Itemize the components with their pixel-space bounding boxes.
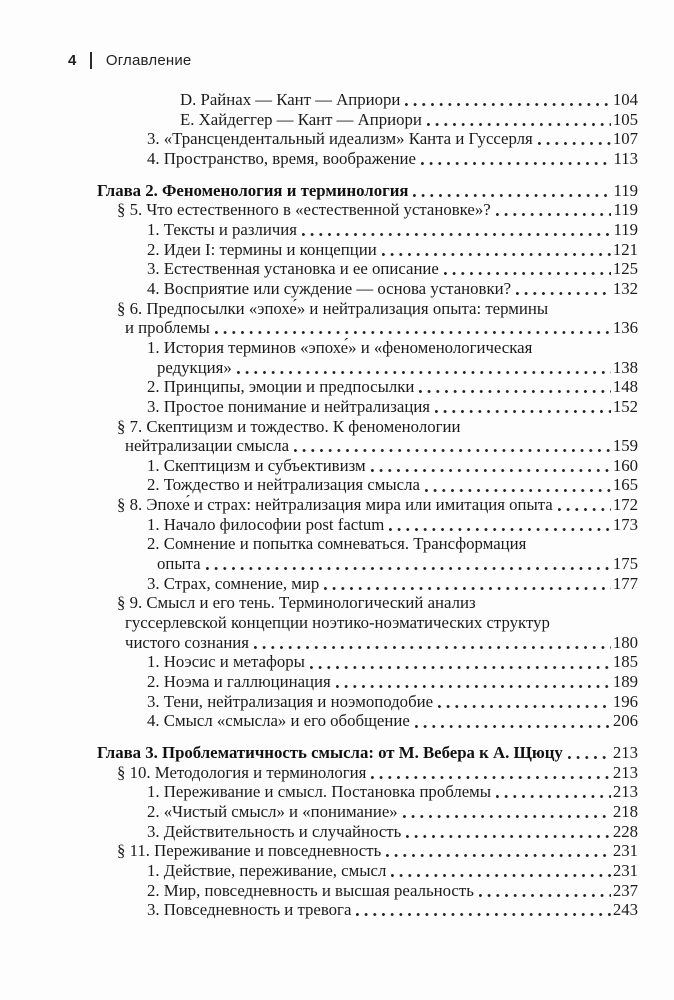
toc-entry-row xyxy=(147,900,638,920)
toc-page-number: 231 xyxy=(612,841,638,861)
toc-entry-title: D. Райнах — Кант — Априори xyxy=(180,90,401,109)
toc-entry-row xyxy=(147,822,638,842)
toc-entry-row xyxy=(147,652,638,672)
toc-entry-row xyxy=(147,129,638,149)
toc-entry-title: § 5. Что естественного в «естественной установке»? xyxy=(117,200,491,220)
toc-entry xyxy=(97,110,638,130)
toc-entry-row xyxy=(147,377,638,397)
toc-entry-title: § 8. Эпохе́ и страх: нейтрализация мира или имитация опыта xyxy=(117,495,553,515)
toc-entry-row xyxy=(97,181,638,201)
toc-entry-title: и проблемы xyxy=(125,318,210,338)
dot-leader xyxy=(438,704,611,708)
toc-page-number: 243 xyxy=(612,900,638,920)
toc-entry-line: гуссерлевской концепции ноэтико-ноэматических структур xyxy=(125,613,550,633)
toc-entry xyxy=(97,593,638,652)
dot-leader xyxy=(427,122,611,126)
toc-entry-title: § 11. Переживание и повседневность xyxy=(117,841,382,861)
toc-entry xyxy=(97,822,638,842)
toc-page-number: 152 xyxy=(612,396,638,416)
toc-entry-row xyxy=(147,397,638,417)
dot-leader xyxy=(336,684,611,688)
toc-entry-row xyxy=(157,554,638,574)
dot-leader xyxy=(324,586,611,590)
toc-entry xyxy=(97,861,638,881)
dot-leader xyxy=(389,527,610,531)
toc-page-number: 121 xyxy=(612,239,638,259)
toc-entry-row xyxy=(147,220,638,240)
toc-entry-title: 2. Мир, повседневность и высшая реальность xyxy=(147,880,474,900)
toc-page-number: 228 xyxy=(612,821,638,841)
toc-entry-line: § 9. Смысл и его тень. Терминологический анализ xyxy=(117,593,476,613)
toc-entry-title: 2. Ноэма и галлюцинация xyxy=(147,672,331,692)
toc-entry-title: 2. Принципы, эмоции и предпосылки xyxy=(147,377,415,397)
dot-leader xyxy=(413,193,611,197)
toc-entry-row xyxy=(147,782,638,802)
toc-entry xyxy=(97,534,638,573)
toc-page-number: 180 xyxy=(612,632,638,652)
toc-entry-row xyxy=(125,633,638,653)
toc-entry-row xyxy=(147,475,638,495)
toc-page-number: 196 xyxy=(612,691,638,711)
dot-leader xyxy=(254,645,611,649)
toc-page-number: 119 xyxy=(613,180,638,200)
toc-entry xyxy=(97,338,638,377)
toc-entry-title: 3. Повседневность и тревога xyxy=(147,900,352,920)
dot-leader xyxy=(206,566,611,570)
toc-page-number: 177 xyxy=(612,573,638,593)
toc-page-number: 189 xyxy=(612,672,638,692)
dot-leader xyxy=(302,232,611,236)
toc-entry-row xyxy=(157,358,638,378)
dot-leader xyxy=(496,212,612,216)
toc-entry xyxy=(97,672,638,692)
toc-entry-title: E. Хайдеггер — Кант — Априори xyxy=(180,109,422,129)
toc-entry xyxy=(97,149,638,169)
toc-page-number: 105 xyxy=(612,109,638,129)
dot-leader xyxy=(496,794,611,798)
dot-leader xyxy=(382,252,611,256)
toc-entry-title: редукция» xyxy=(157,357,232,377)
dot-leader xyxy=(391,873,610,877)
toc-entry-row xyxy=(117,495,638,515)
toc-page-number: 159 xyxy=(612,436,638,456)
toc-entry-title: 1. Переживание и смысл. Постановка проблемы xyxy=(147,782,492,802)
toc-entry xyxy=(97,802,638,822)
toc-page-number: 119 xyxy=(613,219,638,239)
toc-entry-title: 2. Тождество и нейтрализация смысла xyxy=(147,475,420,495)
toc-page-number: 132 xyxy=(612,278,638,298)
toc-entry xyxy=(97,574,638,594)
toc-entry-row xyxy=(147,574,638,594)
toc-entry-row xyxy=(147,149,638,169)
toc-entry xyxy=(97,299,638,338)
toc-entry xyxy=(97,240,638,260)
toc-entry-row xyxy=(125,436,638,456)
toc-entry-title: 3. «Трансцендентальный идеализм» Канта и Гуссерля xyxy=(147,129,533,149)
toc-entry-title: 1. Скептицизм и субъективизм xyxy=(147,455,366,475)
table-of-contents xyxy=(97,90,638,920)
toc-entry xyxy=(97,763,638,783)
toc-entry-line: 1. История терминов «эпохе́» и «феноменологическая xyxy=(147,337,533,357)
toc-page-number: 218 xyxy=(612,801,638,821)
running-title: Оглавление xyxy=(105,52,192,69)
toc-entry-row xyxy=(117,763,638,783)
folio-page-number: 4 xyxy=(68,52,77,69)
toc-entry xyxy=(97,456,638,476)
dot-leader xyxy=(371,468,611,472)
toc-page-number: 104 xyxy=(612,90,638,109)
toc-entry xyxy=(97,90,638,110)
toc-entry-title: чистого сознания xyxy=(125,632,249,652)
dot-leader xyxy=(403,814,611,818)
dot-leader xyxy=(419,389,610,393)
toc-page-number: 119 xyxy=(613,200,638,220)
toc-entry-title: 4. Пространство, время, воображение xyxy=(147,148,416,168)
toc-page-number: 237 xyxy=(612,880,638,900)
dot-leader xyxy=(558,507,611,511)
toc-entry xyxy=(97,711,638,731)
toc-entry-title: опыта xyxy=(157,554,201,574)
toc-page-number: 213 xyxy=(612,782,638,802)
toc-entry-row xyxy=(125,318,638,338)
toc-entry-title: 2. Идеи I: термины и концепции xyxy=(147,239,377,259)
toc-entry-row xyxy=(147,240,638,260)
toc-entry-title: 4. Восприятие или суждение — основа установки? xyxy=(147,278,512,298)
dot-leader xyxy=(568,755,611,759)
toc-entry-title: 2. «Чистый смысл» и «понимание» xyxy=(147,801,398,821)
toc-entry xyxy=(97,220,638,240)
toc-entry-title: 3. Естественная установка и ее описание xyxy=(147,259,439,279)
toc-entry-row xyxy=(147,802,638,822)
toc-page-number: 231 xyxy=(612,860,638,880)
toc-entry xyxy=(97,782,638,802)
dot-leader xyxy=(405,102,610,106)
toc-entry-row xyxy=(147,711,638,731)
dot-leader xyxy=(479,893,611,897)
dot-leader xyxy=(310,665,611,669)
toc-page-number: 213 xyxy=(612,762,638,782)
toc-entry xyxy=(97,743,638,763)
toc-entry-title: 3. Тени, нейтрализация и ноэмоподобие xyxy=(147,691,434,711)
toc-page-number: 107 xyxy=(612,129,638,149)
toc-entry-title: 3. Страх, сомнение, мир xyxy=(147,573,320,593)
toc-entry-title: 1. Ноэсис и метафоры xyxy=(147,652,305,672)
toc-entry xyxy=(97,259,638,279)
toc-entry xyxy=(97,652,638,672)
dot-leader xyxy=(356,912,610,916)
toc-entry-row xyxy=(180,110,638,130)
toc-entry-row xyxy=(97,743,638,763)
toc-entry xyxy=(97,129,638,149)
toc-entry-title: 4. Смысл «смысла» и его обобщение xyxy=(147,711,410,731)
toc-entry-title: Глава 2. Феноменология и терминология xyxy=(97,180,409,200)
toc-page-number: 165 xyxy=(612,475,638,495)
running-head xyxy=(68,52,191,69)
toc-entry xyxy=(97,841,638,861)
toc-entry-title: 1. Начало философии post factum xyxy=(147,514,385,534)
toc-entry-row xyxy=(147,692,638,712)
toc-page-number: 213 xyxy=(612,743,638,762)
dot-leader xyxy=(237,370,611,374)
toc-entry-title: Глава 3. Проблематичность смысла: от М. Вебера к А. Щюцу xyxy=(97,743,563,762)
toc-entry xyxy=(97,279,638,299)
toc-entry-title: § 10. Методология и терминология xyxy=(117,762,367,782)
toc-entry-title: 1. Действие, переживание, смысл xyxy=(147,860,387,880)
header-divider xyxy=(90,52,92,69)
toc-entry-row xyxy=(180,90,638,110)
dot-leader xyxy=(415,724,611,728)
toc-entry-title: 3. Простое понимание и нейтрализация xyxy=(147,396,431,416)
toc-entry-row xyxy=(117,200,638,220)
toc-entry xyxy=(97,475,638,495)
toc-page-number: 175 xyxy=(612,554,638,574)
toc-entry-title: нейтрализации смысла xyxy=(125,436,290,456)
toc-page-number: 172 xyxy=(612,495,638,515)
dot-leader xyxy=(421,161,611,165)
toc-entry-row xyxy=(147,279,638,299)
dot-leader xyxy=(371,775,610,779)
toc-entry-line: 2. Сомнение и попытка сомневаться. Трансформация xyxy=(147,534,527,554)
dot-leader xyxy=(425,488,611,492)
toc-entry-row xyxy=(147,672,638,692)
toc-page-number: 138 xyxy=(612,357,638,377)
dot-leader xyxy=(294,448,611,452)
toc-entry-row xyxy=(117,841,638,861)
toc-entry xyxy=(97,417,638,456)
toc-page-number: 160 xyxy=(612,455,638,475)
toc-entry xyxy=(97,515,638,535)
toc-entry-row xyxy=(147,456,638,476)
dot-leader xyxy=(406,834,611,838)
toc-page-number: 185 xyxy=(612,652,638,672)
toc-entry-title: 1. Тексты и различия xyxy=(147,219,297,239)
dot-leader xyxy=(215,330,611,334)
toc-entry-row xyxy=(147,259,638,279)
toc-entry xyxy=(97,397,638,417)
toc-page-number: 173 xyxy=(612,514,638,534)
toc-entry xyxy=(97,692,638,712)
toc-entry xyxy=(97,181,638,201)
toc-entry xyxy=(97,881,638,901)
toc-entry-row xyxy=(147,515,638,535)
toc-entry xyxy=(97,900,638,920)
toc-entry-line: § 6. Предпосылки «эпохе́» и нейтрализация опыта: термины xyxy=(117,298,549,318)
toc-page-number: 136 xyxy=(612,318,638,338)
toc-page-number: 206 xyxy=(612,711,638,731)
dot-leader xyxy=(516,291,611,295)
toc-page-number: 148 xyxy=(612,377,638,397)
toc-entry-row xyxy=(147,881,638,901)
toc-entry-row xyxy=(147,861,638,881)
toc-entry xyxy=(97,377,638,397)
toc-entry xyxy=(97,200,638,220)
dot-leader xyxy=(386,853,611,857)
toc-page-number: 125 xyxy=(612,259,638,279)
toc-page-number: 113 xyxy=(613,148,638,168)
toc-entry-line: § 7. Скептицизм и тождество. К феноменологии xyxy=(117,416,461,436)
dot-leader xyxy=(538,141,611,145)
toc-entry xyxy=(97,495,638,515)
dot-leader xyxy=(444,271,611,275)
dot-leader xyxy=(435,409,611,413)
toc-entry-title: 3. Действительность и случайность xyxy=(147,821,402,841)
